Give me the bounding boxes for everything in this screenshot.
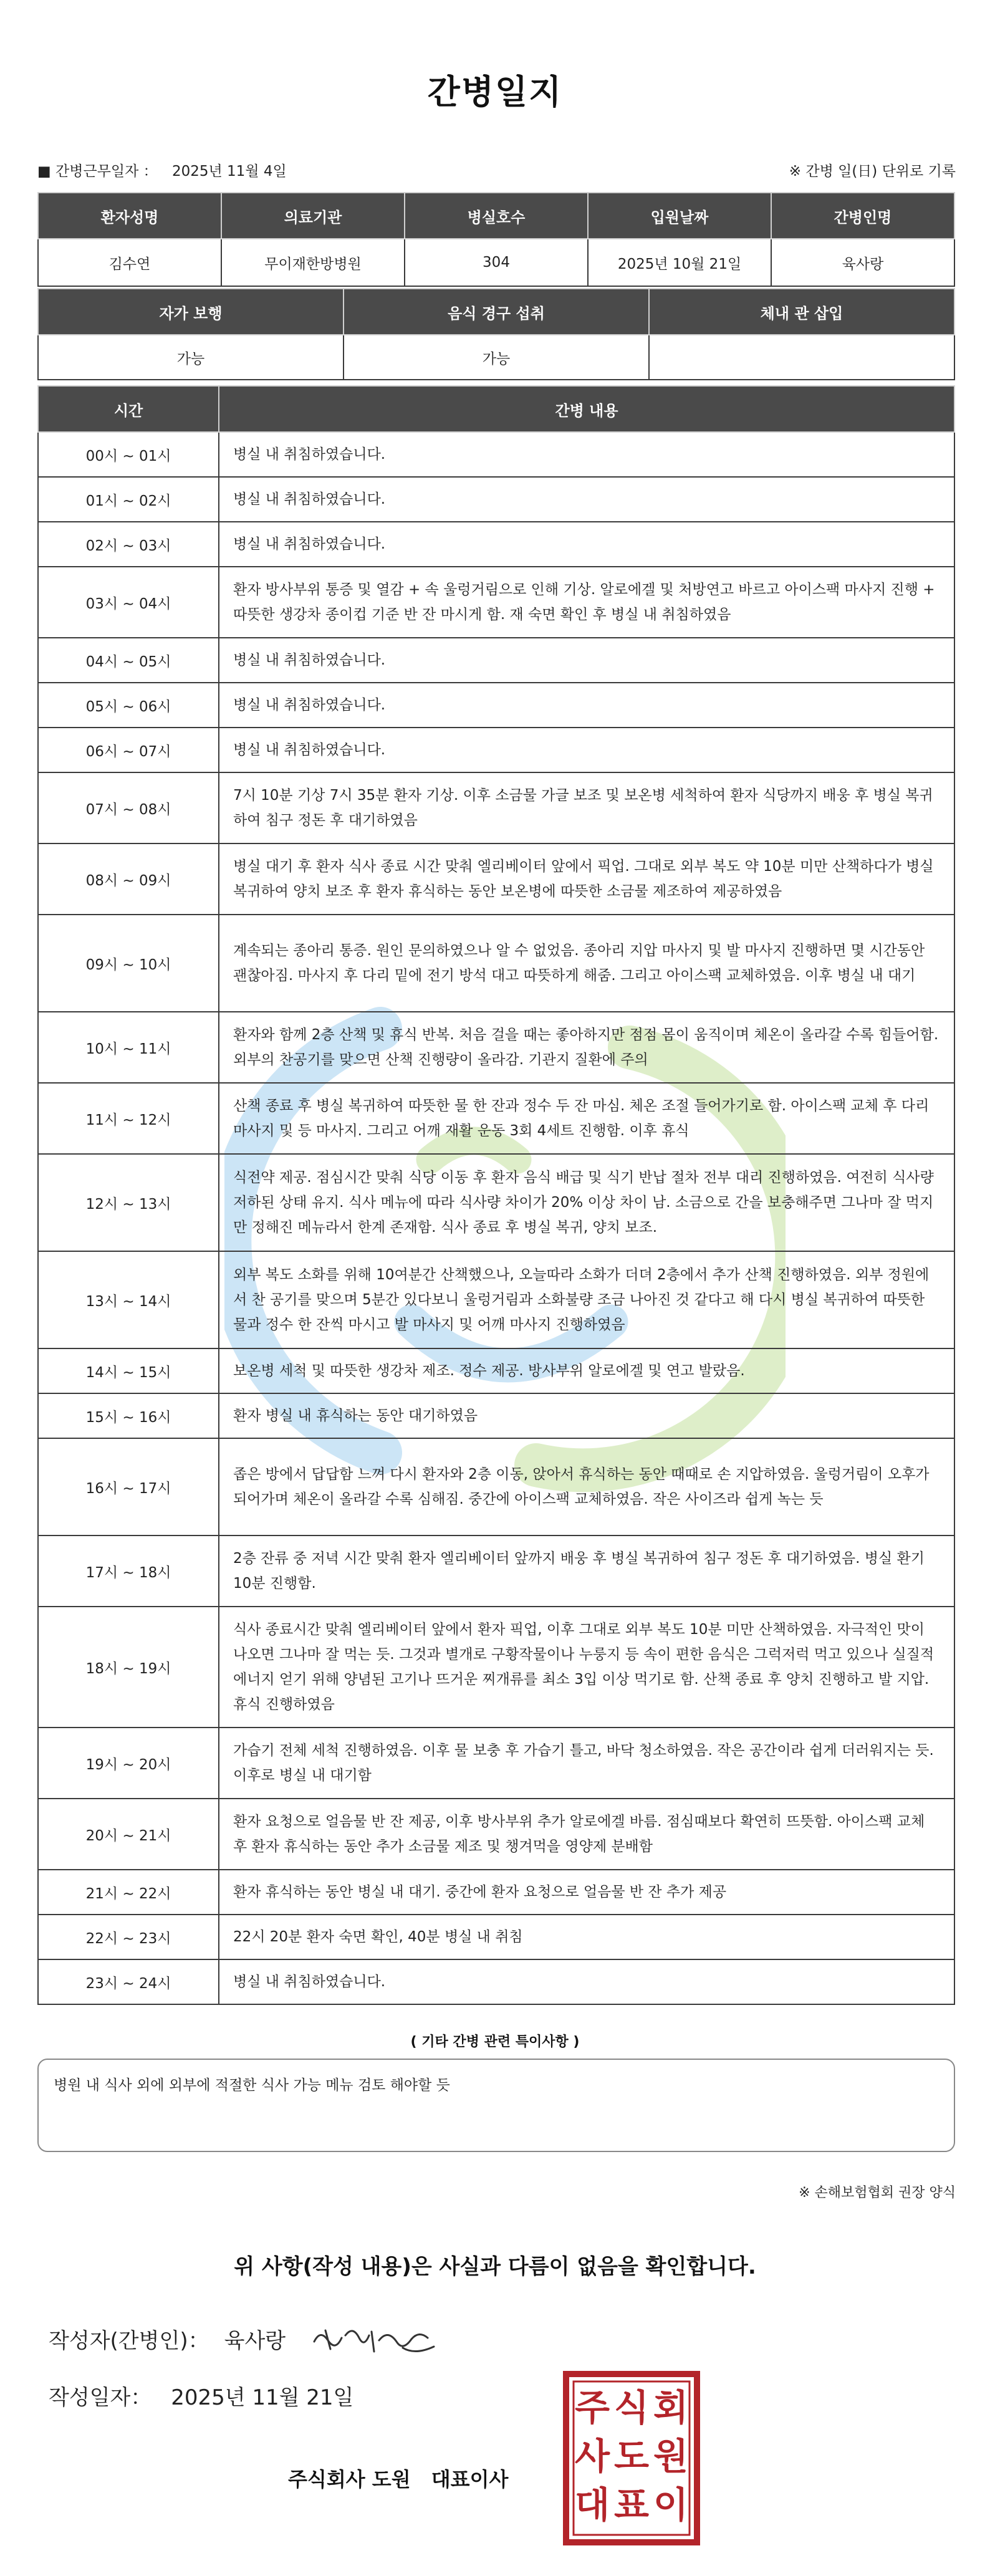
table-row [38,638,954,683]
work-date-value: 2025년 11월 4일 [171,163,287,180]
log-content: 병실 내 취침하였습니다. [219,638,954,683]
log-content: 식전약 제공. 점심시간 맞춰 식당 이동 후 환자 음식 배급 및 식기 반납 절차 전부 대리 진행하였음. 여전히 식사량 저하된 상태 유지. 식사 메뉴에 따라 식사량 차이가 20% 이상 차이 남. 소금으로 간을 보충해주면 그나마 잘 먹지만 정해진 메뉴라서 한계 존재함. 식사 종료 후 병실 복귀, 양치 보조. [219,1154,954,1251]
log-time: 00시 ~ 01시 [38,432,219,477]
log-content: 병실 내 취침하였습니다. [219,522,954,567]
written-date-value: 2025년 11월 21일 [171,2385,354,2410]
log-time: 02시 ~ 03시 [38,522,219,567]
hospital-name: 무이재한방병원 [221,239,405,286]
table-row [38,432,954,477]
log-time: 14시 ~ 15시 [38,1348,219,1393]
svg-text:이: 이 [653,2484,689,2526]
svg-text:원: 원 [653,2435,689,2477]
log-content: 환자 병실 내 휴식하는 동안 대기하였음 [219,1393,954,1438]
table-row [38,1438,954,1536]
log-time: 07시 ~ 08시 [38,772,219,843]
table-row [38,1728,954,1799]
table-row [38,1959,954,2004]
unit-note: ※ 간병 일(日) 단위로 기록 [789,163,956,180]
company-title: 대표이사 [431,2468,509,2491]
svg-text:표: 표 [613,2484,650,2526]
header-hospital: 의료기관 [221,193,405,239]
page-title: 간병일지 [427,72,563,112]
log-time: 20시 ~ 21시 [38,1799,219,1870]
table-row [38,1607,954,1728]
written-date-row [49,2380,353,2411]
log-content: 계속되는 종아리 통증. 원인 문의하였으나 알 수 없었음. 종아리 지압 마사지 및 발 마사지 진행하면 몇 시간동안 괜찮아짐. 마사지 후 다리 밑에 전기 방석 대고 따뜻하게 해줌. 그리고 아이스팩 교체하였음. 이후 병실 내 대기 [219,915,954,1012]
table-row [38,1799,954,1870]
table-row [38,1251,954,1348]
log-content: 병실 대기 후 환자 식사 종료 시간 맞춰 엘리베이터 앞에서 픽업. 그대로 외부 복도 약 10분 미만 산책하다가 병실 복귀하여 양치 보조 후 환자 휴식하는 동안 보온병에 따뜻한 소금물 제조하여 제공하였음 [219,843,954,915]
written-date-label: 작성일자： [49,2385,152,2410]
company-name: 주식회사 도원 [288,2468,411,2491]
log-time: 04시 ~ 05시 [38,638,219,683]
table-row [38,683,954,728]
log-time: 19시 ~ 20시 [38,1728,219,1799]
table-row [38,1915,954,1959]
confirmation-statement: 위 사항(작성 내용)은 사실과 다름이 없음을 확인합니다. [234,2254,756,2279]
table-row [38,728,954,772]
care-log-table [37,385,955,2005]
log-content: 보온병 세척 및 따뜻한 생강차 제조. 정수 제공. 방사부위 알로에겔 및 연고 발랐음. [219,1348,954,1393]
log-content: 외부 복도 소화를 위해 10여분간 산책했으나, 오늘따라 소화가 더뎌 2층에서 추가 산책 진행하였음. 외부 정원에서 찬 공기를 맞으며 5분간 있다보니 울렁거림과 소화불량 조금 나아진 것 같다고 해 다시 병실 복귀하여 따뜻한 물과 정수 한 잔씩 마시고 발 마사지 및 어깨 마사지 진행하였음 [219,1251,954,1348]
walking-value: 가능 [38,335,344,380]
log-content: 병실 내 취침하였습니다. [219,1959,954,2004]
log-content: 환자와 함께 2층 산책 및 휴식 반복. 처음 걸을 때는 좋아하지만 점점 몸이 움직이며 체온이 올라갈 수록 힘들어함. 외부의 찬공기를 맞으면 산책 진행량이 올라감. 기관지 질환에 주의 [219,1012,954,1083]
header-walking: 자가 보행 [38,289,344,335]
table-row [38,477,954,522]
log-time: 13시 ~ 14시 [38,1251,219,1348]
patient-info-table [37,192,955,287]
patient-name: 김수연 [38,239,221,286]
log-content: 산책 종료 후 병실 복귀하여 따뜻한 물 한 잔과 정수 두 잔 마심. 체온 조절 들어가기로 함. 아이스팩 교체 후 다리 마사지 및 등 마사지. 그리고 어깨 재활 운동 3회 4세트 진행함. 이후 휴식 [219,1083,954,1154]
log-time: 05시 ~ 06시 [38,683,219,728]
writer-row [49,2317,440,2360]
log-time: 08시 ~ 09시 [38,843,219,915]
log-time: 06시 ~ 07시 [38,728,219,772]
log-content: 22시 20분 환자 숙면 확인, 40분 병실 내 취침 [219,1915,954,1959]
table-row [38,772,954,843]
company-signoff [288,2464,508,2492]
log-time: 16시 ~ 17시 [38,1438,219,1536]
log-time: 12시 ~ 13시 [38,1154,219,1251]
header-room: 병실호수 [405,193,588,239]
log-content: 좁은 방에서 답답함 느껴 다시 환자와 2층 이동, 앉아서 휴식하는 동안 때때로 손 지압하였음. 울렁거림이 오후가 되어가며 체온이 올라갈 수록 심해짐. 중간에 아이스팩 교체하였음. 작은 사이즈라 쉽게 녹는 듯 [219,1438,954,1536]
log-time: 09시 ~ 10시 [38,915,219,1012]
log-content: 식사 종료시간 맞춰 엘리베이터 앞에서 환자 픽업, 이후 그대로 외부 복도 10분 미만 산책하였음. 자극적인 맛이 나오면 그나마 잘 먹는 듯. 그것과 별개로 구황작물이나 누룽지 등 속이 편한 음식은 그럭저럭 먹고 있으나 실질적 에너지 얻기 위해 양념된 고기나 뜨거운 찌개류를 최소 3입 이상 먹기로 함. 산책 종료 후 양치 진행하고 발 지압. 휴식 진행하였음 [219,1607,954,1728]
table-row [38,1083,954,1154]
log-content: 7시 10분 기상 7시 35분 환자 기상. 이후 소금물 가글 보조 및 보온병 세척하여 환자 식당까지 배웅 후 병실 복귀하여 침구 정돈 후 대기하였음 [219,772,954,843]
svg-text:사: 사 [574,2435,610,2477]
log-time: 10시 ~ 11시 [38,1012,219,1083]
room-number: 304 [405,239,588,286]
svg-text:도: 도 [613,2435,650,2477]
log-time: 18시 ~ 19시 [38,1607,219,1728]
log-content: 병실 내 취침하였습니다. [219,432,954,477]
log-content: 병실 내 취침하였습니다. [219,683,954,728]
work-date [37,160,287,180]
admission-date: 2025년 10월 21일 [588,239,771,286]
company-seal [562,2370,701,2546]
log-time: 21시 ~ 22시 [38,1870,219,1915]
svg-text:주: 주 [574,2386,610,2429]
log-time: 15시 ~ 16시 [38,1393,219,1438]
log-content: 환자 방사부위 통증 및 열감 + 속 울렁거림으로 인해 기상. 알로에겔 및 처방연고 바르고 아이스팩 마사지 진행 + 따뜻한 생강차 종이컵 기준 반 잔 마시게 함. 재 숙면 확인 후 병실 내 취침하였음 [219,567,954,638]
table-row [38,567,954,638]
notes-text: 병원 내 식사 외에 외부에 적절한 식사 가능 메뉴 검토 해야할 듯 [54,2077,450,2093]
log-time: 11시 ~ 12시 [38,1083,219,1154]
notes-title: ( 기타 간병 관련 특이사항 ) [410,2034,580,2050]
insurer-note: ※ 손해보험협회 권장 양식 [799,2185,956,2201]
writer-name: 육사랑 [224,2328,286,2353]
log-content: 가습기 전체 세척 진행하였음. 이후 물 보충 후 가습기 틀고, 바닥 청소하였음. 작은 공간이라 쉽게 더러워지는 듯. 이후로 병실 내 대기함 [219,1728,954,1799]
oral-intake-value: 가능 [344,335,649,380]
handwritten-signature [309,2317,440,2360]
table-row [38,843,954,915]
header-time: 시간 [38,386,219,432]
log-time: 22시 ~ 23시 [38,1915,219,1959]
work-date-label: ■ 간병근무일자 ： [37,163,158,180]
log-time: 17시 ~ 18시 [38,1536,219,1607]
log-time: 23시 ~ 24시 [38,1959,219,2004]
condition-table [37,288,955,380]
log-content: 병실 내 취침하였습니다. [219,728,954,772]
table-row [38,1870,954,1915]
header-tube-insertion: 체내 관 삽입 [649,289,954,335]
table-row [38,522,954,567]
table-row [38,1012,954,1083]
writer-label: 작성자(간병인)： [49,2328,209,2353]
svg-text:대: 대 [574,2484,610,2526]
log-time: 01시 ~ 02시 [38,477,219,522]
header-admission-date: 입원날짜 [588,193,771,239]
log-content: 병실 내 취침하였습니다. [219,477,954,522]
log-content: 2층 잔류 중 저녁 시간 맞춰 환자 엘리베이터 앞까지 배웅 후 병실 복귀하여 침구 정돈 후 대기하였음. 병실 환기 10분 진행함. [219,1536,954,1607]
log-content: 환자 요청으로 얼음물 반 잔 제공, 이후 방사부위 추가 알로에겔 바름. 점심때보다 확연히 뜨뜻함. 아이스팩 교체 후 환자 휴식하는 동안 추가 소금물 제조 및 챙겨먹을 영양제 분배함 [219,1799,954,1870]
table-row [38,1348,954,1393]
notes-box [37,2059,955,2152]
svg-text:회: 회 [653,2386,689,2429]
header-caregiver: 간병인명 [771,193,954,239]
log-content: 환자 휴식하는 동안 병실 내 대기. 중간에 환자 요청으로 얼음물 반 잔 추가 제공 [219,1870,954,1915]
table-row [38,1536,954,1607]
header-patient-name: 환자성명 [38,193,221,239]
caregiver-name: 육사랑 [771,239,954,286]
log-time: 03시 ~ 04시 [38,567,219,638]
svg-text:식: 식 [613,2386,650,2429]
header-care-content: 간병 내용 [219,386,954,432]
table-row [38,915,954,1012]
tube-insertion-value [649,335,954,380]
table-row [38,1393,954,1438]
header-oral-intake: 음식 경구 섭취 [344,289,649,335]
table-row [38,1154,954,1251]
